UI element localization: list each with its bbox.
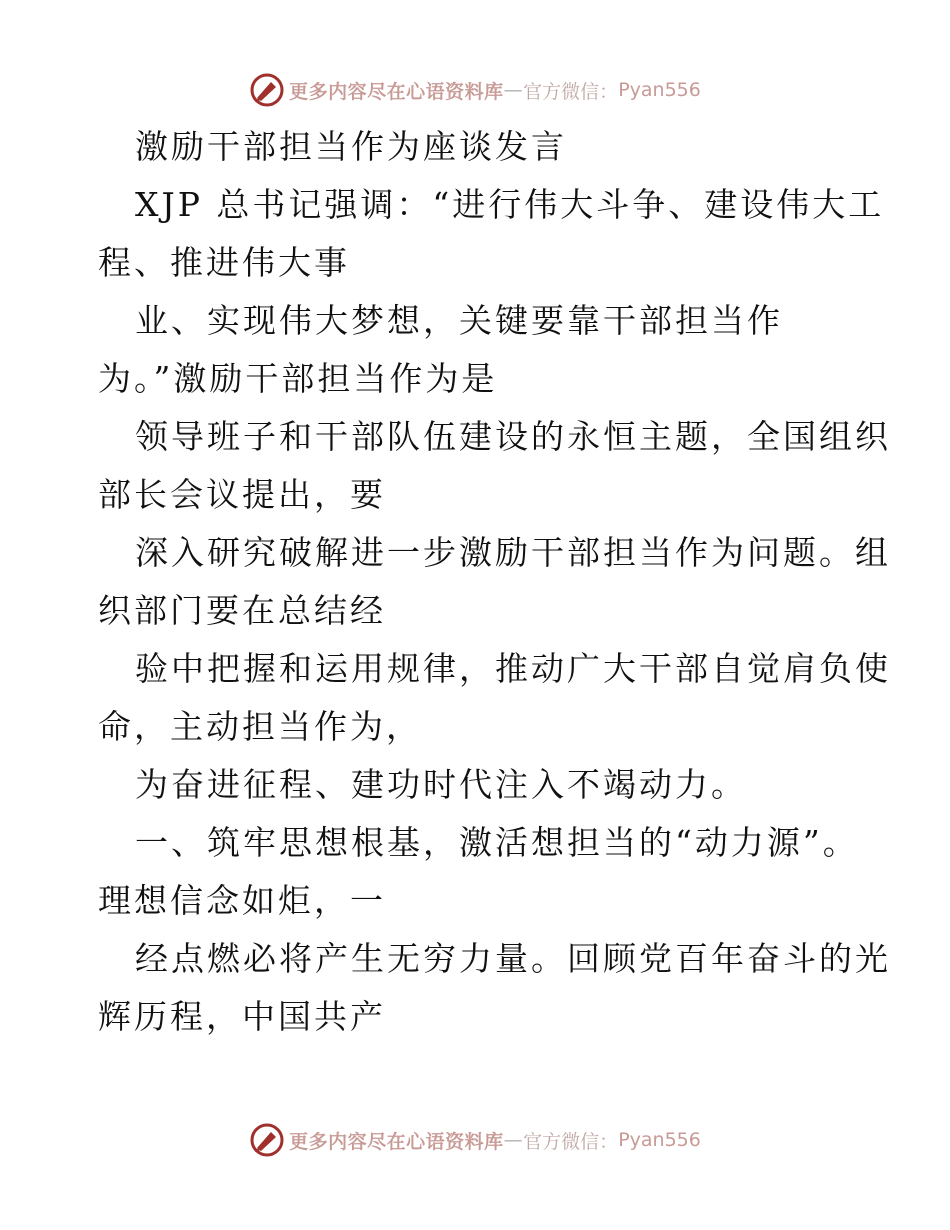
footer-banner — [0, 1120, 950, 1160]
paragraph-line: 业、实现伟大梦想，关键要靠干部担当作 — [135, 301, 783, 340]
pen-nib-logo-icon — [249, 1122, 285, 1158]
paragraph-line: XJP 总书记强调：“进行伟大斗争、建设伟大工 — [135, 185, 885, 224]
paragraph-line: 程、推进伟大事 — [98, 243, 350, 282]
paragraph-line: 辉历程，中国共产 — [98, 997, 386, 1036]
pen-nib-logo-icon — [249, 72, 285, 108]
header-banner — [0, 70, 950, 110]
banner-dash: — — [503, 79, 524, 101]
banner-wechat-label: 官方微信： — [523, 1130, 619, 1153]
paragraph-line: 织部门要在总结经 — [98, 591, 386, 630]
banner-wechat-id: Pyan556 — [618, 79, 701, 101]
paragraph-line: 为。”激励干部担当作为是 — [98, 359, 498, 398]
banner-slogan: 更多内容尽在心语资料库 — [289, 1130, 504, 1153]
section-heading-line: 一、筑牢思想根基，激活想担当的“动力源”。 — [135, 823, 859, 862]
paragraph-line: 为奋进征程、建功时代注入不竭动力。 — [135, 765, 747, 804]
banner-dash: — — [503, 1129, 524, 1151]
paragraph-line: 部长会议提出，要 — [98, 475, 386, 514]
banner-wechat-label: 官方微信： — [523, 80, 619, 103]
paragraph-line: 验中把握和运用规律，推动广大干部自觉肩负使 — [135, 649, 891, 688]
document-title: 激励干部担当作为座谈发言 — [135, 127, 567, 166]
banner-slogan: 更多内容尽在心语资料库 — [289, 80, 504, 103]
paragraph-line: 理想信念如炬，一 — [98, 881, 386, 920]
paragraph-line: 命，主动担当作为， — [98, 707, 422, 746]
paragraph-line: 领导班子和干部队伍建设的永恒主题，全国组织 — [135, 417, 891, 456]
banner-wechat-id: Pyan556 — [618, 1129, 701, 1151]
paragraph-line: 深入研究破解进一步激励干部担当作为问题。组 — [135, 533, 891, 572]
paragraph-line: 经点燃必将产生无穷力量。回顾党百年奋斗的光 — [135, 939, 891, 978]
document-body — [98, 118, 891, 1046]
